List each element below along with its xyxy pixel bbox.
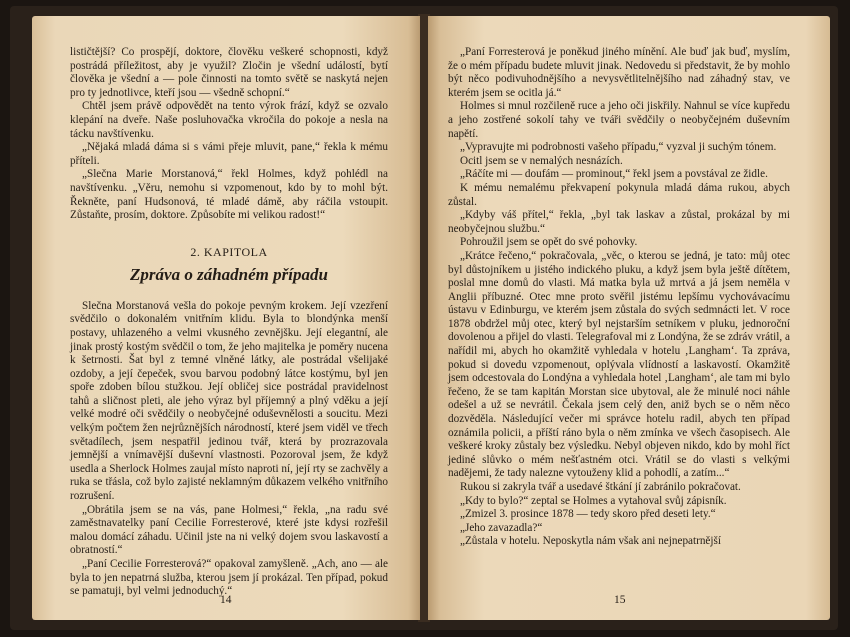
- right-page-text: [448, 46, 790, 549]
- paragraph: Chtěl jsem právě odpovědět na tento výrok frází, když se ozvalo klepání na dveře. Naše posluhovačka vkročila do pokoje a nesla na tácku navštívenku.: [70, 100, 388, 140]
- paragraph: „Kdyby váš přítel,“ řekla, „byl tak laskav a zůstal, prokázal by mi neobyčejnou službu.“: [448, 209, 790, 235]
- paragraph: Holmes si mnul rozčileně ruce a jeho oči jiskřily. Nahnul se více kupředu a jeho zostřené sokolí tahy ve tváři svědčily o neobyčejném duševním napětí.: [448, 100, 790, 140]
- paragraph: „Kdy to bylo?“ zeptal se Holmes a vytahoval svůj zápisník.: [460, 494, 727, 507]
- chapter-title: Zpráva o záhadném případu: [130, 264, 328, 284]
- page-number: 15: [614, 594, 626, 606]
- paragraph: „Krátce řečeno,“ pokračovala, „věc, o kterou se jedná, je tato: můj otec byl důstojníkem u jistého indického pluku, a když jsem byla ještě dítětem, poslal mne domů do vlasti. Má matka byla už mrtvá a já jsem neměla v Anglii příbuzné. Otec mne proto svěřil jistému lepšímu vychovávacímu ústavu v Edinburgu, ve kterém jsem zůstala do svých sedmnácti let. V roce 1878 obdržel můj otec, který byl nejstarším setníkem v pluku, jednoroční dovolenou a přijel do vlasti. Telegrafoval mi z Londýna, že se zdráv vrátil, a nařídil mi, abych ho okamžitě vyhledala v hotelu ‚Langham‘. Ta zpráva, pokud si dovedu vzpomenout, oplývala vlídností a laskavostí. Okamžitě jsem odcestovala do Londýna a vyhledala hotel ‚Langham‘, ale tam mi bylo řečeno, že se tam kapitán Morstan sice ubytoval, ale že minulé noci náhle odešel a už se nevrátil. Čekala jsem celý den, aniž bych se o něm něco dozvěděla. Následující večer mi správce hotelu radil, abych ten případ oznámila policii, a příští ráno byla o něm zmínka ve všech časopisech. Ale veškeré kroky zůstaly bez výsledku. Nebyl objeven nikdo, kdo by mohl říct jediné slůvko o mém nešťastném otci. Vrátil se do vlasti s velkými nadějemi, že tady nalezne vytouženy klid a pohodlí, a zatím...“: [448, 249, 790, 480]
- chapter-label: 2. KAPITOLA: [190, 244, 268, 259]
- paragraph: „Jeho zavazadla?“: [460, 521, 543, 534]
- page-number: 14: [220, 594, 232, 606]
- left-page-text: [70, 46, 388, 599]
- paragraph: „Zůstala v hotelu. Neposkytla nám však ani nejnepatrnější: [460, 535, 721, 548]
- paragraph: „Paní Cecilie Forresterová?“ opakoval zamyšleně. „Ach, ano — ale byla to jen nepatrná služba, kterou jsem jí prokázal. Ten případ, pokud se pamatuji, byl velmi jednoduchý.“: [70, 558, 388, 598]
- paragraph: Slečna Morstanová vešla do pokoje pevným krokem. Její vzezření svědčilo o dokonalém vnitřním klidu. Byla to blondýnka menší postavy, uhlazeného a velmi vkusného zevnějšku. Její elegantní, ale jinak prostý kostým svědčil o tom, že jeho majitelka je poměry nucena k šetrnosti. Šat byl z temné vlněné látky, ale postrádal všelijaké ozdoby, a její čepeček, svou barvou podobný látce kostýmu, byl jen spoře zdoben bílou stužkou. Její obličej sice postrádal pravidelnost tahů a sličnost pleti, ale jeho výraz byl příjemný a plný vděku a její velké modré oči svědčily o neobyčejné oduševnělosti a soucitu. Mezi velkým počtem žen nejrůznějších národností, které jsem viděl ve třech světadílech, jsem nespatřil jedinou tvář, která by prozrazovala jemnější a vnímavější duševní vlastnosti. Pozoroval jsem, že když usedla a Sherlock Holmes zaujal místo naproti ní, její rty se zachvěly a ruka se třásla, což bylo zajisté neklamným důkazem velkého vnitřního rozrušení.: [70, 299, 388, 503]
- paragraph: K mému nemalému překvapení pokynula mladá dáma rukou, abych zůstal.: [448, 181, 790, 208]
- paragraph: „Nějaká mladá dáma si s vámi přeje mluvit, pane,“ řekla k mému příteli.: [70, 141, 388, 167]
- left-page: [32, 16, 420, 620]
- paragraph: „Vypravujte mi podrobnosti vašeho případu,“ vyzval ji suchým tónem.: [460, 141, 777, 154]
- paragraph: „Obrátila jsem se na vás, pane Holmesi,“ řekla, „na radu své zaměstnavatelky paní Cecilie Forresterové, které jste kdysi rozřešil malou domácí záhadu. Učinil jste na ni velký dojem svou laskavostí a obratností.“: [70, 503, 388, 557]
- paragraph: „Paní Forresterová je poněkud jiného mínění. Ale buď jak buď, myslím, že o mém případu budete mluvit jinak. Nedovedu si představit, že by mohlo být něco podivuhodnějšího a nevysvětlitelnějšího nad záhadný stav, ve kterém jsem se ocitla já.“: [448, 46, 790, 99]
- paragraph: „Zmizel 3. prosince 1878 — tedy skoro před deseti lety.“: [460, 508, 716, 521]
- right-page: [428, 16, 830, 620]
- paragraph: „Slečna Marie Morstanová,“ řekl Holmes, když pohlédl na navštívenku. „Věru, nemohu si vzpomenout, kdo by to mohl být. Řekněte, paní Hudsonová, té mladé dámě, aby ráčila vstoupit. Zůstaňte, prosím, doktore. Způsobíte mi velikou radost!“: [70, 168, 388, 222]
- paragraph: „Ráčíte mi — doufám — prominout,“ řekl jsem a povstával ze židle.: [460, 168, 768, 181]
- paragraph: lističtější? Co prospějí, doktore, člověku veškeré schopnosti, když postrádá příležitost, aby je využil? Zločin je všední událostí, bytí člověka je všední a — pole činnosti na tomto světě se naskytá nejen pro ty jednotlivce, kteří jsou — všedně schopní.“: [70, 46, 388, 99]
- open-book: [10, 6, 838, 630]
- paragraph: Pohroužil jsem se opět do své pohovky.: [460, 236, 638, 249]
- paragraph: Ocitl jsem se v nemalých nesnázích.: [460, 154, 623, 167]
- paragraph: Rukou si zakryla tvář a usedavé štkání jí zabránilo pokračovat.: [460, 481, 741, 493]
